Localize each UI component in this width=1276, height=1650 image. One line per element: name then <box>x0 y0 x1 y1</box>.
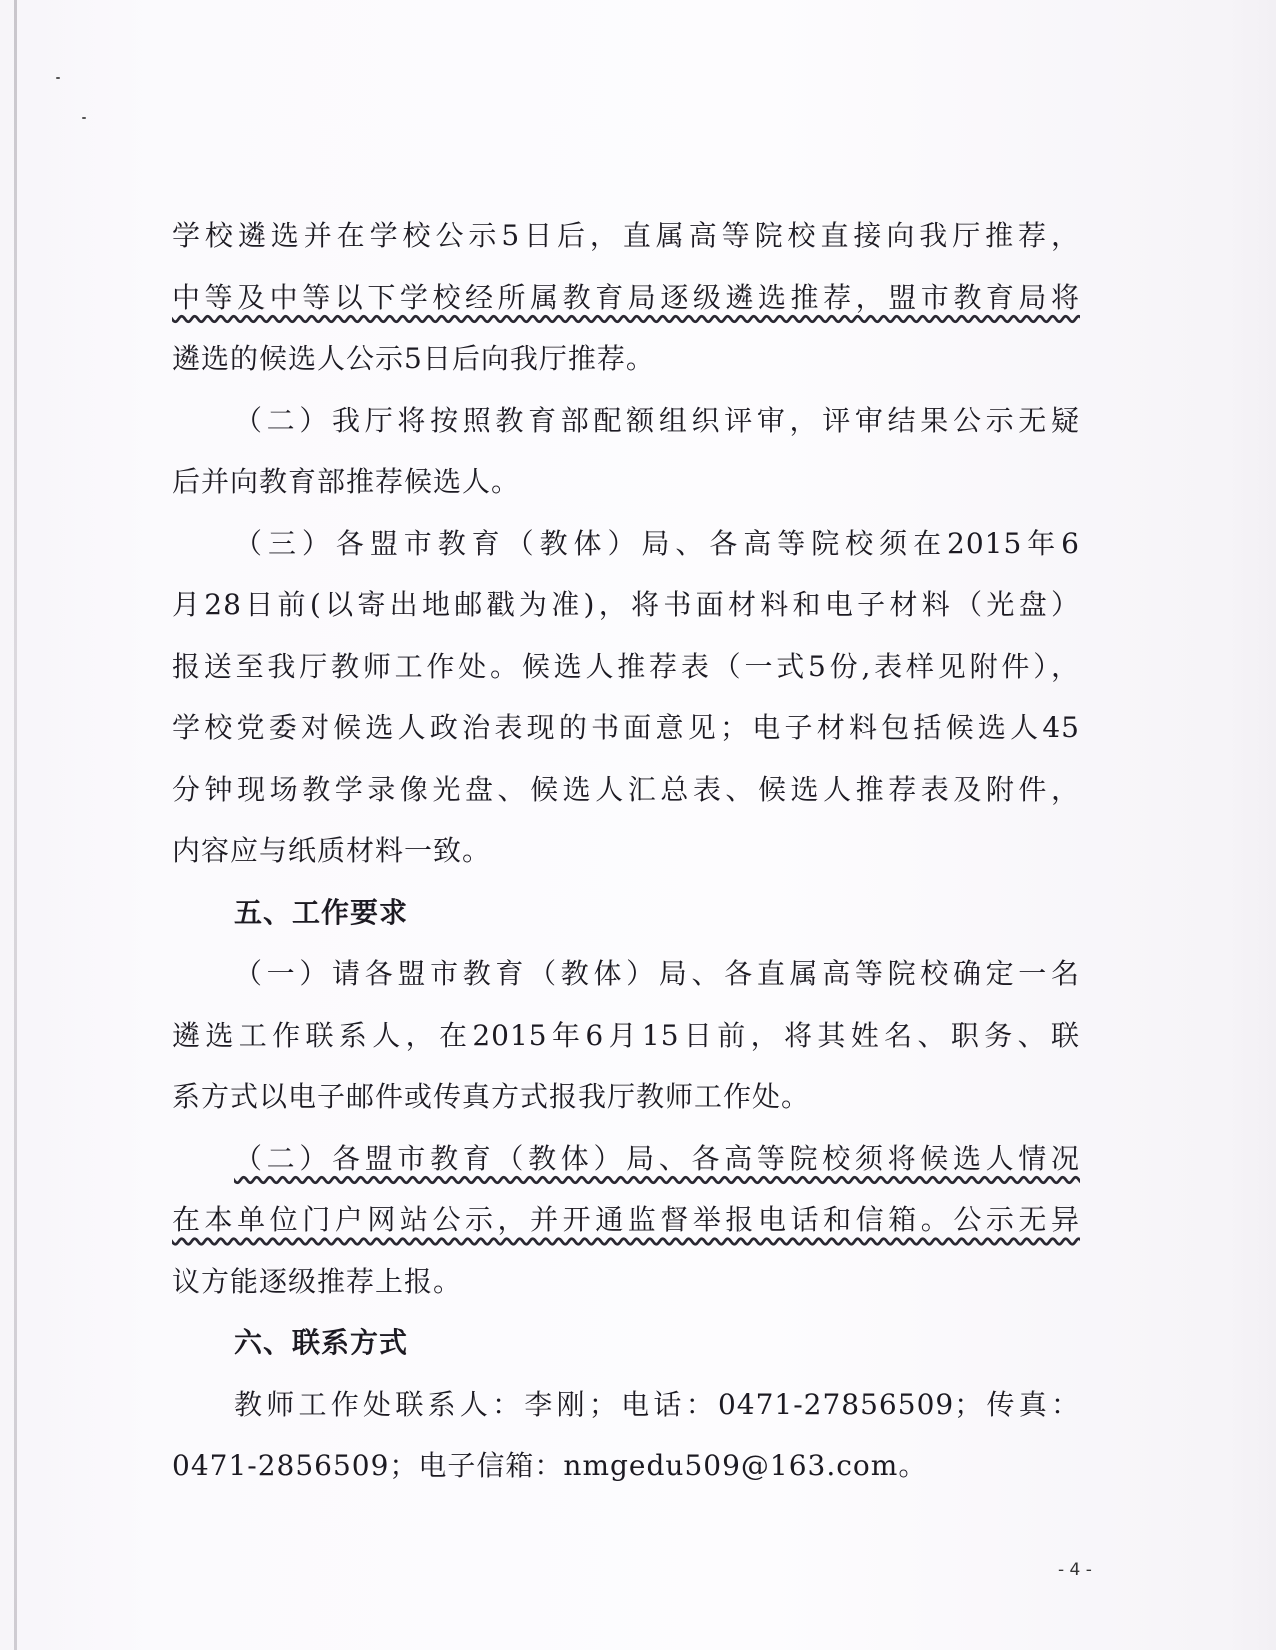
text-line: （二）各盟市教育（教体）局、各高等院校须将候选人情况 <box>234 1141 1080 1175</box>
section-heading: 六、联系方式 <box>234 1326 409 1359</box>
text-line: （二）我厅将按照教育部配额组织评审，评审结果公示无疑 <box>234 403 1080 437</box>
text-line: 后并向教育部推荐候选人。 <box>172 465 521 498</box>
section-heading: 五、工作要求 <box>234 895 409 929</box>
text-line: 学校党委对候选人政治表现的书面意见；电子材料包括候选人45 <box>172 711 1080 744</box>
text-line: 分钟现场教学录像光盘、候选人汇总表、候选人推荐表及附件， <box>172 772 1080 806</box>
text-line: 教师工作处联系人：李刚；电话：0471-27856509；传真： <box>234 1387 1080 1421</box>
scan-speck <box>82 117 86 119</box>
scan-speck <box>56 77 60 79</box>
text-line: 系方式以电子邮件或传真方式报我厅教师工作处。 <box>172 1080 811 1113</box>
text-line: 中等及中等以下学校经所属教育局逐级遴选推荐，盟市教育局将 <box>172 280 1080 314</box>
scan-left-edge <box>14 0 17 1650</box>
text-line: 遴选的候选人公示5日后向我厅推荐。 <box>172 342 655 375</box>
text-line: （一）请各盟市教育（教体）局、各直属高等院校确定一名 <box>234 957 1080 990</box>
text-line: 0471-2856509；电子信箱：nmgedu509@163.com。 <box>172 1449 928 1482</box>
text-line: 内容应与纸质材料一致。 <box>172 834 492 867</box>
text-line: （三）各盟市教育（教体）局、各高等院校须在2015年6 <box>234 526 1080 560</box>
text-line: 议方能逐级推荐上报。 <box>172 1264 463 1298</box>
text-line: 学校遴选并在学校公示5日后，直属高等院校直接向我厅推荐， <box>172 219 1080 252</box>
text-line: 遴选工作联系人，在2015年6月15日前，将其姓名、职务、联 <box>172 1018 1080 1052</box>
underlined-text: 在本单位门户网站公示，并开通监督举报电话和信箱。公示无异 <box>172 1203 1080 1236</box>
page-number: - 4 - <box>1058 1560 1092 1580</box>
document-body <box>172 205 1080 1497</box>
text-line: 月28日前(以寄出地邮戳为准)，将书面材料和电子材料（光盘） <box>172 588 1080 621</box>
text-line: 报送至我厅教师工作处。候选人推荐表（一式5份,表样见附件）， <box>172 649 1080 683</box>
text-line <box>172 1189 1080 1251</box>
